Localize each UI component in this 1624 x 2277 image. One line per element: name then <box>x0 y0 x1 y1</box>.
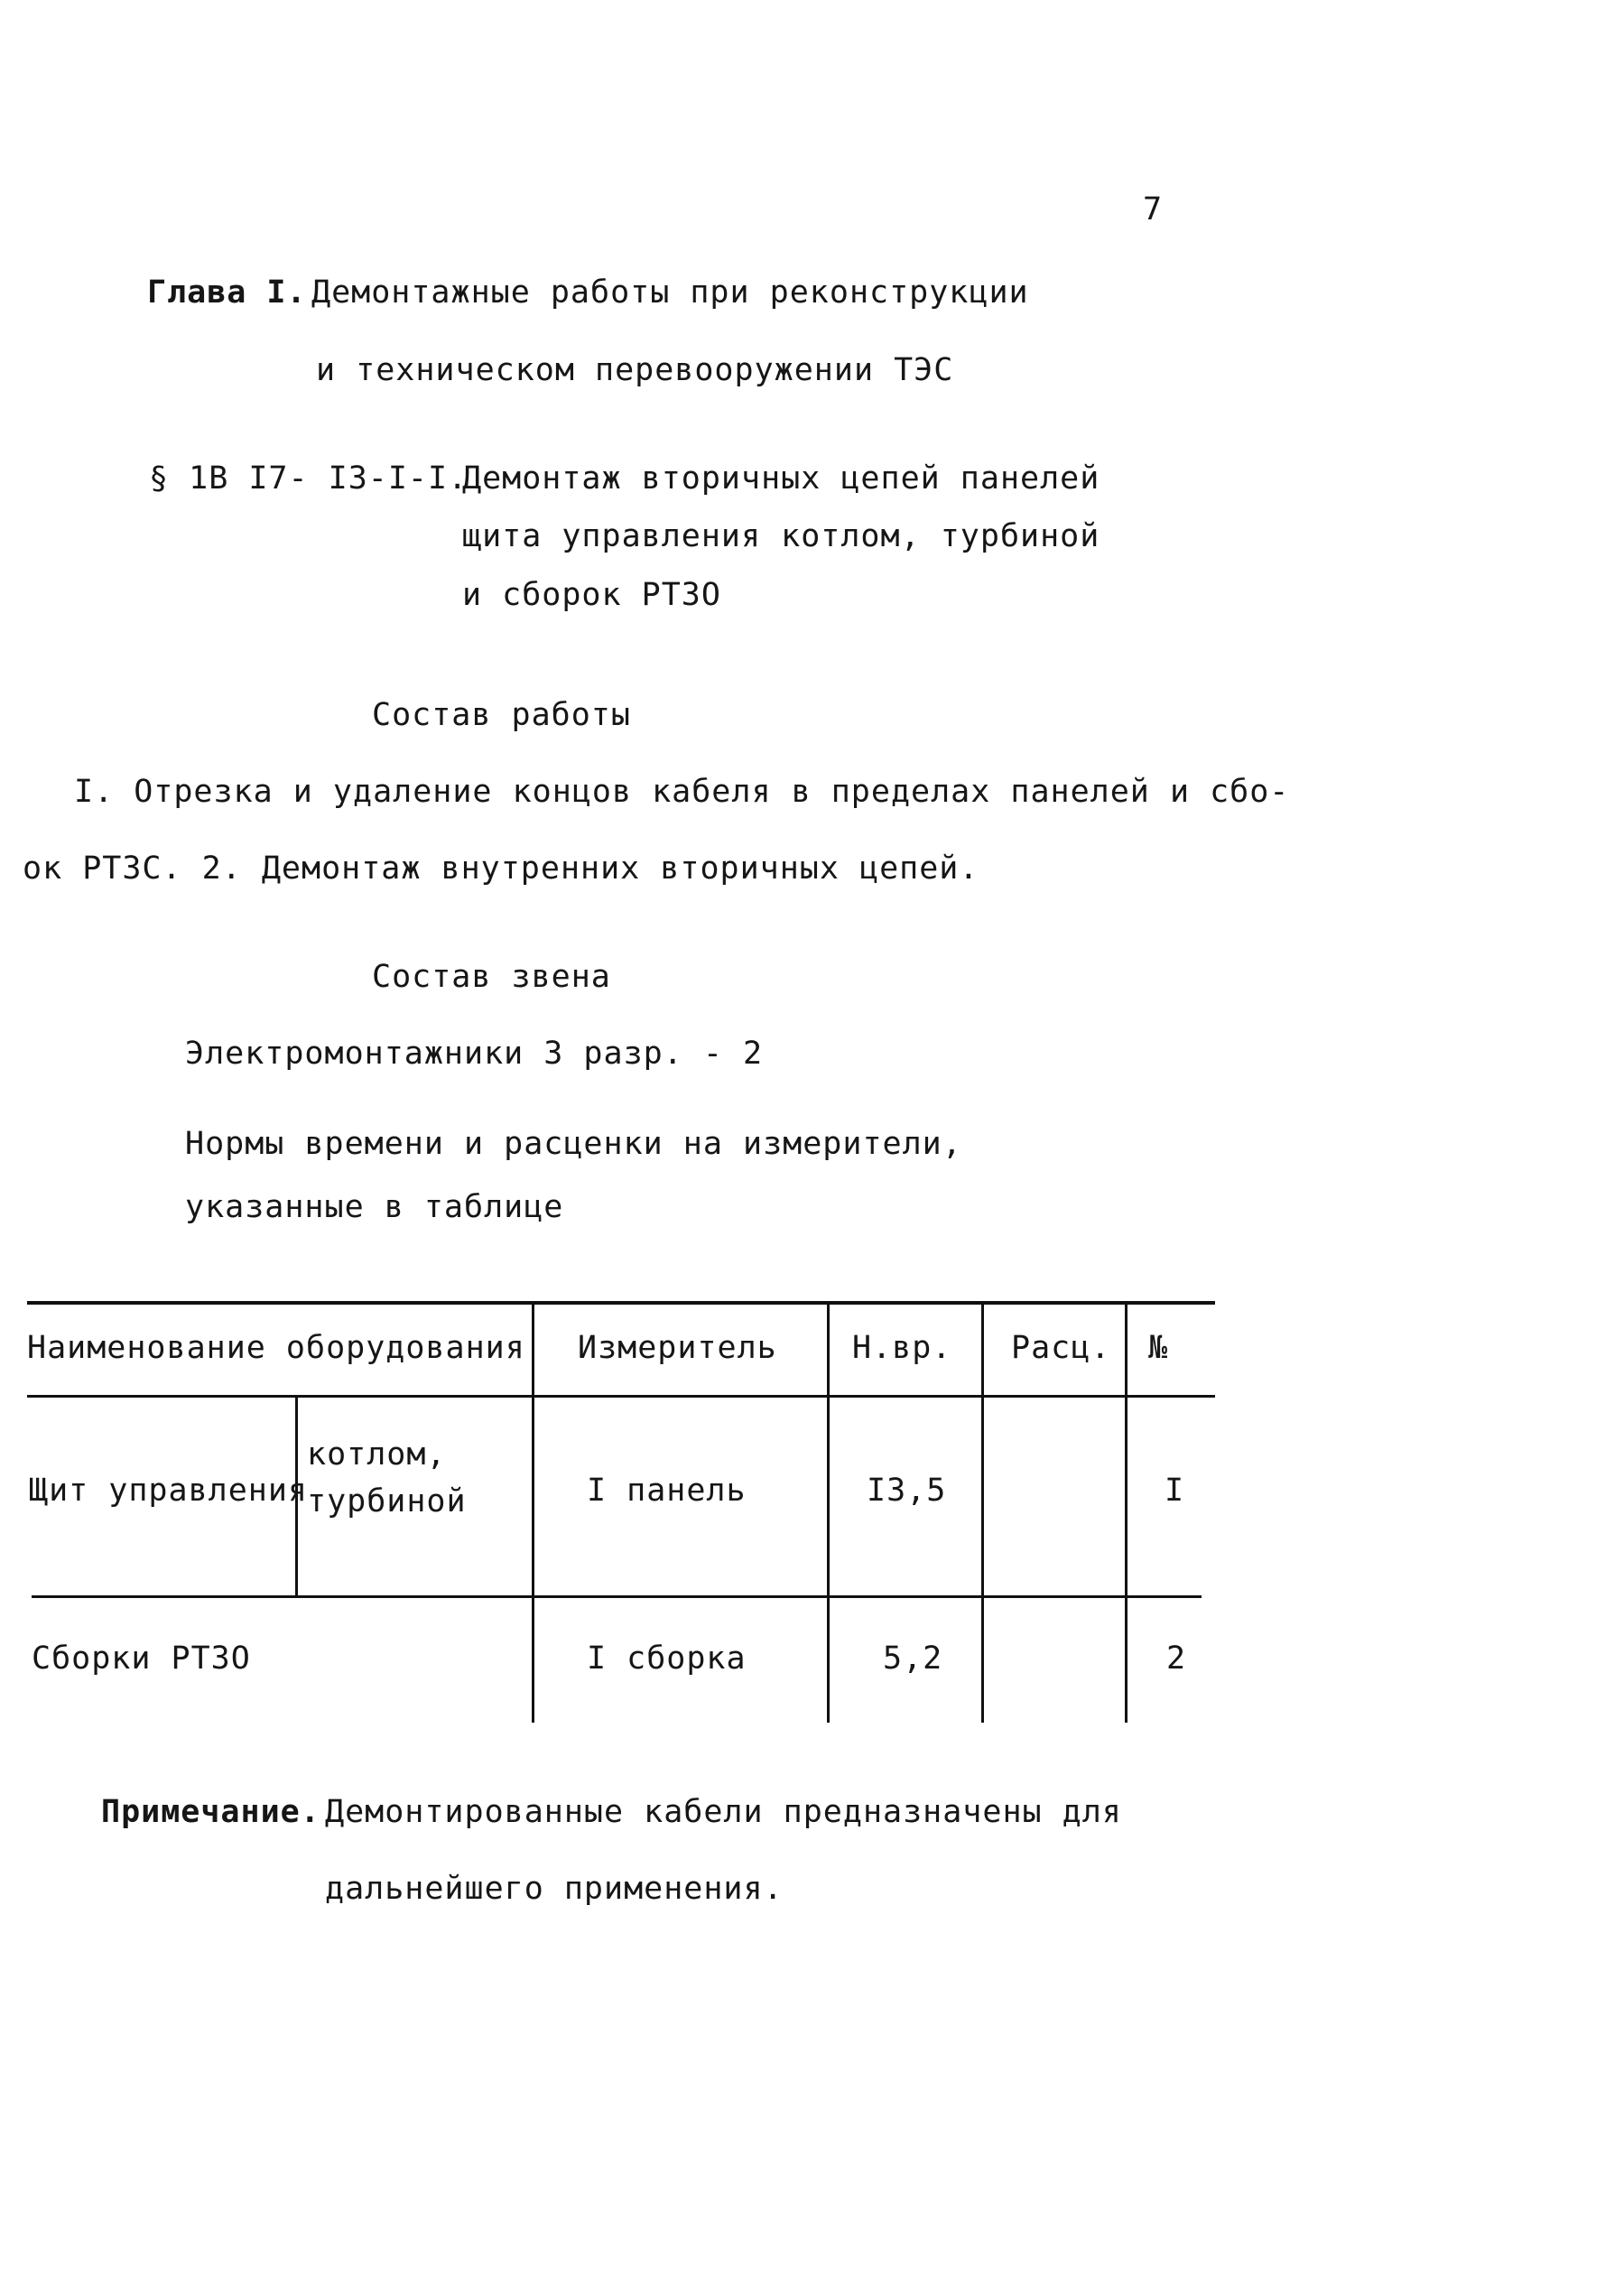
table-col-rule-1 <box>532 1301 534 1723</box>
note-line2: дальнейшего применения. <box>325 1871 784 1907</box>
chapter-label: Глава I. <box>147 274 307 311</box>
norms-line2: указанные в таблице <box>185 1189 564 1225</box>
crew-text: Электромонтажники 3 разр. - 2 <box>185 1036 764 1072</box>
row1-sub-line2: турбиной <box>307 1483 467 1520</box>
header-number: № <box>1148 1330 1169 1366</box>
chapter-title-line1: Демонтажные работы при реконструкции <box>311 274 1029 311</box>
page-number: 7 <box>1143 191 1164 228</box>
table-col-rule-4 <box>1125 1301 1128 1723</box>
section-title-line2: щита управления котлом, турбиной <box>462 518 1100 554</box>
norms-table <box>27 1301 1215 1723</box>
table-top-rule <box>27 1301 1215 1305</box>
row1-name: Щит управления <box>29 1473 309 1509</box>
row1-sub-line1: котлом, <box>307 1436 447 1473</box>
header-unit: Измеритель <box>578 1330 777 1366</box>
row2-time-norm: 5,2 <box>883 1640 943 1677</box>
work-composition-heading: Состав работы <box>372 697 631 733</box>
header-equipment: Наименование оборудования <box>27 1330 525 1366</box>
chapter-title-line2: и техническом перевооружении ТЭС <box>316 352 954 388</box>
row2-unit: I сборка <box>587 1640 747 1677</box>
row1-time-norm: I3,5 <box>867 1473 947 1509</box>
row2-name: Сборки РТЗО <box>32 1640 251 1677</box>
row2-number: 2 <box>1166 1640 1187 1677</box>
table-row-rule <box>32 1595 1202 1598</box>
header-time-norm: Н.вр. <box>852 1330 952 1366</box>
table-col-rule-3 <box>981 1301 984 1723</box>
row1-unit: I панель <box>587 1473 747 1509</box>
note-line1: Демонтированные кабели предназначены для <box>325 1794 1122 1830</box>
crew-heading: Состав звена <box>372 959 611 995</box>
section-title-line3: и сборок РТЗО <box>462 577 721 613</box>
row1-number: I <box>1165 1473 1185 1509</box>
section-code: § 1В I7- I3-I-I. <box>149 460 469 497</box>
table-col-rule-2 <box>827 1301 830 1723</box>
work-composition-line2: ок РТЗС. 2. Демонтаж внутренних вторичных цепей. <box>23 850 979 887</box>
section-title-line1: Демонтаж вторичных цепей панелей <box>462 460 1100 497</box>
note-label: Примечание. <box>101 1794 320 1830</box>
header-rate: Расц. <box>1011 1330 1111 1366</box>
norms-line1: Нормы времени и расценки на измерители, <box>185 1126 962 1162</box>
table-header-rule <box>27 1395 1215 1398</box>
work-composition-line1: I. Отрезка и удаление концов кабеля в пределах панелей и сбо- <box>74 774 1290 810</box>
